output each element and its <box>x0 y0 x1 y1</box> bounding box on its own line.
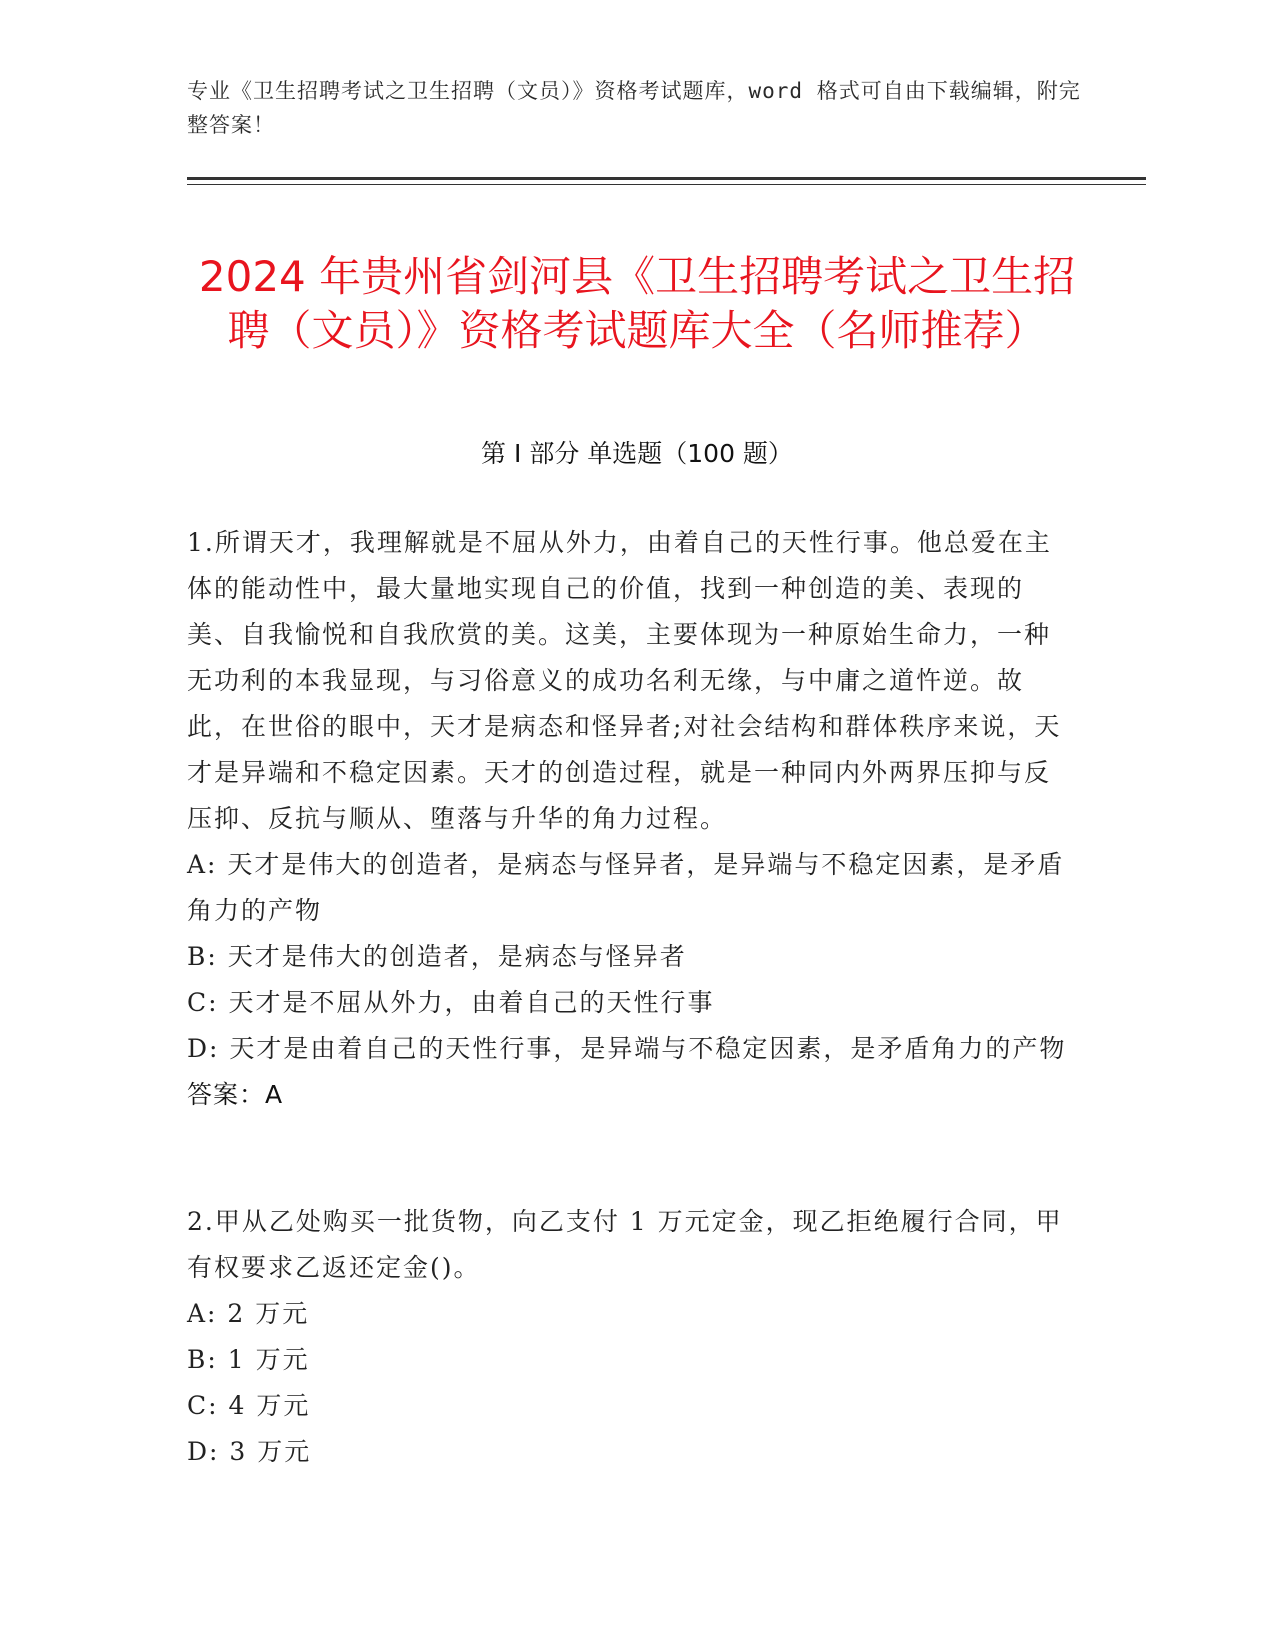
document-title: 2024 年贵州省剑河县《卫生招聘考试之卫生招聘（文员）》资格考试题库大全（名师推荐） <box>198 252 1076 356</box>
question-stem: 1.所谓天才，我理解就是不屈从外力，由着自己的天性行事。他总爱在主体的能动性中，最大量地实现自己的价值，找到一种创造的美、表现的美、自我愉悦和自我欣赏的美。这美，主要体现为一种原始生命力，一种无功利的本我显现，与习俗意义的成功名利无缘，与中庸之道忤逆。故此，在世俗的眼中，天才是病态和怪异者;对社会结构和群体秩序来说，天才是异端和不稳定因素。天才的创造过程，就是一种同内外两界压抑与反压抑、反抗与顺从、堕落与升华的角力过程。 <box>187 528 1062 833</box>
option-d: D: 3 万元 <box>187 1437 312 1466</box>
header-divider-thin <box>187 184 1146 185</box>
option-a: A: 天才是伟大的创造者，是病态与怪异者，是异端与不稳定因素，是矛盾角力的产物 <box>187 850 1065 925</box>
option-d: D: 天才是由着自己的天性行事，是异端与不稳定因素，是矛盾角力的产物 <box>187 1034 1067 1063</box>
option-c: C: 4 万元 <box>187 1391 311 1420</box>
option-a: A: 2 万元 <box>187 1299 310 1328</box>
option-b: B: 1 万元 <box>187 1345 310 1374</box>
section-title: 第 I 部分 单选题（100 题） <box>481 439 793 468</box>
option-b: B: 天才是伟大的创造者，是病态与怪异者 <box>187 942 687 971</box>
option-c: C: 天才是不屈从外力，由着自己的天性行事 <box>187 988 715 1017</box>
question-stem: 2.甲从乙处购买一批货物，向乙支付 1 万元定金，现乙拒绝履行合同，甲有权要求乙返还定金()。 <box>187 1207 1063 1282</box>
header-note: 专业《卫生招聘考试之卫生招聘（文员）》资格考试题库，word 格式可自由下载编辑，附完整答案！ <box>187 79 1081 137</box>
question-1 <box>187 520 1067 1118</box>
question-2 <box>187 1199 1067 1475</box>
header-divider-thick <box>187 177 1146 180</box>
answer-line: 答案：A <box>187 1080 284 1109</box>
